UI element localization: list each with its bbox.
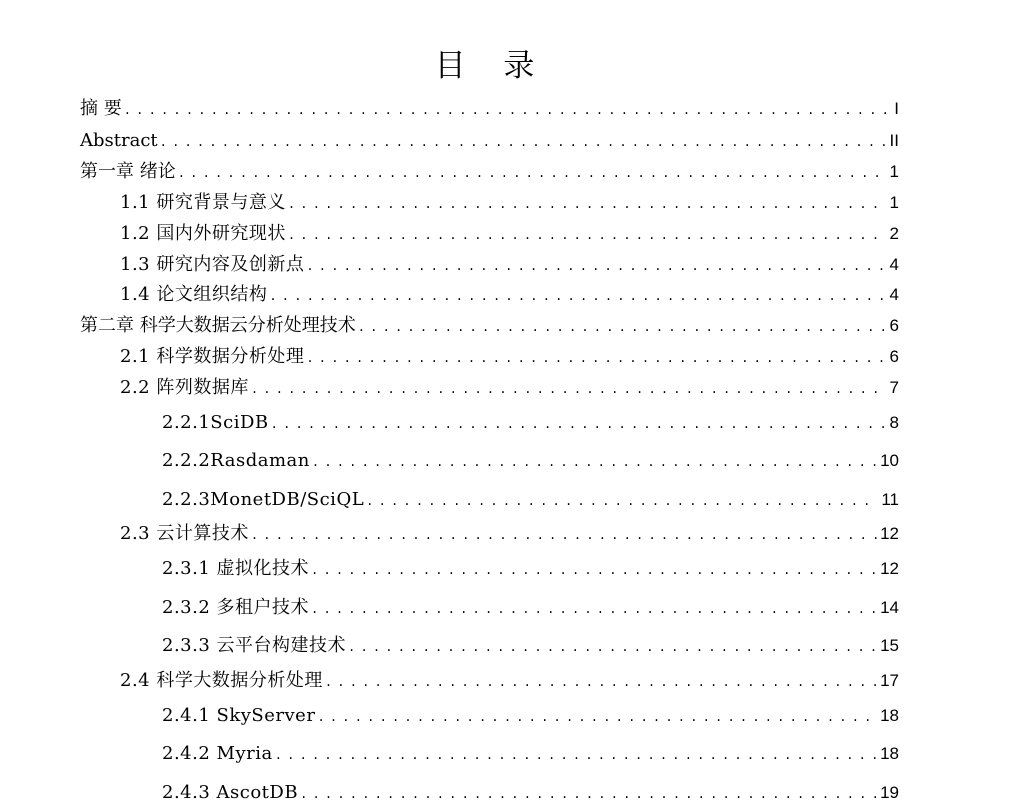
page-title: 目 录 <box>434 48 549 84</box>
toc-entry-page: 10 <box>880 451 899 470</box>
toc-entry-page: 8 <box>889 413 899 432</box>
toc-entry-page: 12 <box>880 559 899 578</box>
dot-leader <box>269 285 886 307</box>
dot-leader <box>312 451 877 473</box>
toc-entry-label: 2.2.3MonetDB/SciQL <box>162 489 365 510</box>
toc-entry-label: 1.1 研究背景与意义 <box>120 192 286 213</box>
toc-entry-page: 7 <box>889 378 899 397</box>
toc-entry-label: 2.3.2 多租户技术 <box>162 597 310 618</box>
dot-leader <box>288 193 887 215</box>
dot-leader <box>306 347 886 369</box>
toc-entry-label: 2.3.1 虚拟化技术 <box>162 558 310 579</box>
dot-leader <box>160 131 887 153</box>
dot-leader <box>348 636 877 658</box>
toc-entry-label: 2.2.1SciDB <box>162 412 269 433</box>
dot-leader <box>275 744 877 766</box>
dot-leader <box>300 783 877 805</box>
toc-entry-label: 第二章 科学大数据云分析处理技术 <box>80 315 356 336</box>
toc-entry-page: 18 <box>880 744 899 763</box>
toc-entry-page: 12 <box>880 524 899 543</box>
toc-entry <box>120 192 899 215</box>
toc-entry <box>162 635 899 658</box>
toc-entry-label: 摘 要 <box>80 98 122 119</box>
toc-entry-label: Abstract <box>80 130 158 151</box>
toc-entry <box>162 450 899 473</box>
dot-leader <box>366 490 878 512</box>
dot-leader <box>325 671 877 693</box>
toc-entry-page: 19 <box>880 783 899 802</box>
toc-entry-page: 1 <box>889 162 899 181</box>
dot-leader <box>317 706 877 728</box>
toc-entry <box>120 254 899 277</box>
toc-entry <box>162 558 899 581</box>
toc-entry-label: 2.2 阵列数据库 <box>120 377 249 398</box>
dot-leader <box>251 378 887 400</box>
toc-entry <box>120 284 899 307</box>
dot-leader <box>288 224 887 246</box>
toc-entry <box>80 161 899 184</box>
toc-entry-page: 15 <box>880 636 899 655</box>
toc-entry <box>80 315 899 338</box>
toc-entry-page: 18 <box>880 706 899 725</box>
toc-entry <box>120 523 899 546</box>
toc-entry <box>162 489 899 512</box>
toc-entry <box>162 597 899 620</box>
toc-entry <box>80 130 899 153</box>
dot-leader <box>251 524 877 546</box>
toc-entry-label: 2.3 云计算技术 <box>120 523 249 544</box>
dot-leader <box>358 316 887 338</box>
toc-entry <box>162 743 899 766</box>
toc-entry <box>120 223 899 246</box>
toc-entry-label: 2.4.1 SkyServer <box>162 705 316 726</box>
toc-entry-label: 2.2.2Rasdaman <box>162 450 310 471</box>
toc-entry <box>120 377 899 400</box>
toc-entry-page: 1 <box>889 193 899 212</box>
toc-entry-page: 4 <box>889 255 899 274</box>
toc-entry-label: 2.4.2 Myria <box>162 743 273 764</box>
toc-entry-label: 2.4.3 AscotDB <box>162 782 299 803</box>
toc-entry-label: 2.4 科学大数据分析处理 <box>120 670 323 691</box>
toc-entry-page: I <box>894 99 899 118</box>
toc-entry-page: 17 <box>880 671 899 690</box>
toc-entry-page: 6 <box>889 347 899 366</box>
dot-leader <box>271 413 887 435</box>
toc-entry-page: 4 <box>889 285 899 304</box>
toc-entry-page: 14 <box>880 598 899 617</box>
toc-entry <box>162 412 899 435</box>
dot-leader <box>178 162 887 184</box>
dot-leader <box>311 598 877 620</box>
toc-entry <box>80 98 899 121</box>
toc-entry <box>162 782 899 805</box>
toc-entry <box>120 670 899 693</box>
toc-entry <box>162 705 899 728</box>
toc-entry-page: 11 <box>881 490 899 509</box>
toc-entry-label: 1.4 论文组织结构 <box>120 284 268 305</box>
toc-entry-label: 2.3.3 云平台构建技术 <box>162 635 347 656</box>
dot-leader <box>124 99 892 121</box>
toc-entry-page: 2 <box>889 224 899 243</box>
toc-entry-label: 第一章 绪论 <box>80 161 176 182</box>
toc-entry-label: 1.3 研究内容及创新点 <box>120 254 305 275</box>
toc-entry-label: 1.2 国内外研究现状 <box>120 223 286 244</box>
toc-entry-label: 2.1 科学数据分析处理 <box>120 346 305 367</box>
toc-entry <box>120 346 899 369</box>
toc-entry-page: II <box>889 131 899 150</box>
dot-leader <box>311 559 877 581</box>
toc-entry-page: 6 <box>889 316 899 335</box>
dot-leader <box>306 255 886 277</box>
